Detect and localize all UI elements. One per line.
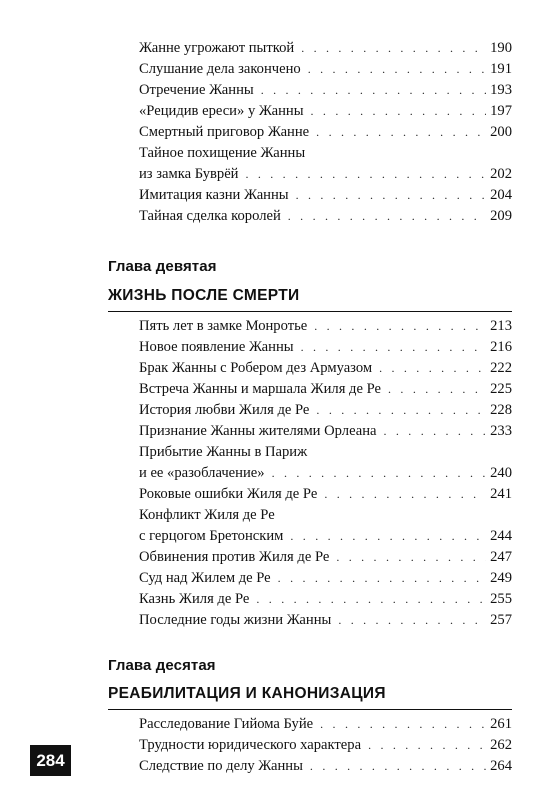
- toc-entry-title: и ее «разоблачение»: [139, 465, 265, 481]
- toc-entry-page: 255: [490, 591, 512, 607]
- chapter-label: Глава девятая: [108, 258, 217, 275]
- toc-entry[interactable]: [139, 735, 512, 756]
- toc-entry[interactable]: [139, 442, 512, 484]
- toc-entry[interactable]: [139, 589, 512, 610]
- leader-dots: [368, 735, 486, 756]
- leader-dots: [311, 101, 486, 122]
- toc-entry-title: Казнь Жиля де Ре: [139, 591, 250, 607]
- toc-entry-page: 262: [490, 737, 512, 753]
- toc-entry[interactable]: [139, 358, 512, 379]
- toc-entry-page: 261: [490, 716, 512, 732]
- toc-entry[interactable]: [139, 379, 512, 400]
- toc-entry-page: 264: [490, 758, 512, 774]
- toc-entry-title: Последние годы жизни Жанны: [139, 612, 332, 628]
- toc-entry-page: 257: [490, 612, 512, 628]
- toc-entry-page: 228: [490, 402, 512, 418]
- toc-entry-page: 247: [490, 549, 512, 565]
- leader-dots: [336, 547, 486, 568]
- toc-entry-title-line1: Тайное похищение Жанны: [139, 145, 306, 161]
- leader-dots: [316, 400, 486, 421]
- chapter-title: ЖИЗНЬ ПОСЛЕ СМЕРТИ: [108, 287, 300, 304]
- leader-dots: [272, 463, 486, 484]
- toc-entry-page: 193: [490, 82, 512, 98]
- toc-entry[interactable]: [139, 484, 512, 505]
- chapter-divider: [108, 709, 512, 710]
- toc-entry-title: Пять лет в замке Монротье: [139, 318, 308, 334]
- toc-entry-title: Расследование Гийома Буйе: [139, 716, 314, 732]
- toc-entry[interactable]: [139, 122, 512, 143]
- toc-entry[interactable]: [139, 547, 512, 568]
- page-number: 284: [30, 745, 71, 776]
- toc-entry-page: 213: [490, 318, 512, 334]
- leader-dots: [308, 59, 486, 80]
- leader-dots: [245, 164, 486, 185]
- toc-entry-page: 202: [490, 166, 512, 182]
- toc-entry-page: 244: [490, 528, 512, 544]
- toc-entry[interactable]: [139, 400, 512, 421]
- leader-dots: [261, 80, 486, 101]
- toc-entry[interactable]: [139, 316, 512, 337]
- toc-entry-page: 222: [490, 360, 512, 376]
- toc-entry-title: История любви Жиля де Ре: [139, 402, 310, 418]
- leader-dots: [324, 484, 486, 505]
- toc-entry-page: 249: [490, 570, 512, 586]
- leader-dots: [338, 610, 486, 631]
- toc-entry-title: Брак Жанны с Робером дез Армуазом: [139, 360, 373, 376]
- toc-entry-title-line1: Конфликт Жиля де Ре: [139, 507, 275, 523]
- toc-entry-title: Имитация казни Жанны: [139, 187, 289, 203]
- leader-dots: [256, 589, 486, 610]
- toc-chapter-10: [139, 714, 512, 777]
- toc-entry[interactable]: [139, 143, 512, 185]
- toc-entry[interactable]: [139, 610, 512, 631]
- toc-entry-title: Суд над Жилем де Ре: [139, 570, 271, 586]
- toc-entry-page: 233: [490, 423, 512, 439]
- leader-dots: [278, 568, 486, 589]
- toc-entry-title-line1: Прибытие Жанны в Париж: [139, 444, 308, 460]
- toc-entry-page: 209: [490, 208, 512, 224]
- chapter-title: РЕАБИЛИТАЦИЯ И КАНОНИЗАЦИЯ: [108, 685, 386, 702]
- toc-entry[interactable]: [139, 80, 512, 101]
- toc-entry-title: с герцогом Бретонским: [139, 528, 284, 544]
- toc-entry[interactable]: [139, 421, 512, 442]
- toc-entry-title: Слушание дела закончено: [139, 61, 301, 77]
- toc-entry-page: 225: [490, 381, 512, 397]
- toc-entry-title: Новое появление Жанны: [139, 339, 294, 355]
- toc-entry-page: 204: [490, 187, 512, 203]
- leader-dots: [320, 714, 486, 735]
- toc-entry-title: Роковые ошибки Жиля де Ре: [139, 486, 318, 502]
- toc-entry[interactable]: [139, 714, 512, 735]
- toc-entry[interactable]: [139, 101, 512, 122]
- toc-entry-title: Встреча Жанны и маршала Жиля де Ре: [139, 381, 382, 397]
- toc-entry-page: 216: [490, 339, 512, 355]
- toc-entry-page: 241: [490, 486, 512, 502]
- toc-entry-page: 190: [490, 40, 512, 56]
- toc-entry-title: из замка Буврёй: [139, 166, 239, 182]
- leader-dots: [310, 756, 486, 777]
- toc-entry-title: «Рецидив ереси» у Жанны: [139, 103, 304, 119]
- toc-entry-title: Признание Жанны жителями Орлеана: [139, 423, 377, 439]
- toc-entry-title: Трудности юридического характера: [139, 737, 362, 753]
- toc-entry[interactable]: [139, 206, 512, 227]
- leader-dots: [288, 206, 486, 227]
- toc-entry-page: 197: [490, 103, 512, 119]
- toc-entry[interactable]: [139, 337, 512, 358]
- toc-entry-page: 200: [490, 124, 512, 140]
- toc-entry[interactable]: [139, 505, 512, 547]
- chapter-label: Глава десятая: [108, 657, 216, 674]
- leader-dots: [301, 38, 486, 59]
- leader-dots: [388, 379, 486, 400]
- toc-entry[interactable]: [139, 38, 512, 59]
- toc-entry-title: Смертный приговор Жанне: [139, 124, 310, 140]
- toc-entry[interactable]: [139, 568, 512, 589]
- toc-entry-title: Жанне угрожают пыткой: [139, 40, 295, 56]
- toc-section-1: [139, 38, 512, 227]
- leader-dots: [379, 358, 486, 379]
- toc-entry[interactable]: [139, 59, 512, 80]
- toc-entry-page: 191: [490, 61, 512, 77]
- toc-entry-title: Отречение Жанны: [139, 82, 254, 98]
- toc-entry[interactable]: [139, 756, 512, 777]
- leader-dots: [301, 337, 486, 358]
- leader-dots: [316, 122, 486, 143]
- toc-chapter-9: [139, 316, 512, 631]
- toc-entry-title: Обвинения против Жиля де Ре: [139, 549, 330, 565]
- leader-dots: [290, 526, 486, 547]
- toc-entry[interactable]: [139, 185, 512, 206]
- chapter-divider: [108, 311, 512, 312]
- toc-entry-title: Следствие по делу Жанны: [139, 758, 303, 774]
- toc-entry-title: Тайная сделка королей: [139, 208, 281, 224]
- leader-dots: [296, 185, 486, 206]
- toc-entry-page: 240: [490, 465, 512, 481]
- leader-dots: [384, 421, 487, 442]
- leader-dots: [314, 316, 486, 337]
